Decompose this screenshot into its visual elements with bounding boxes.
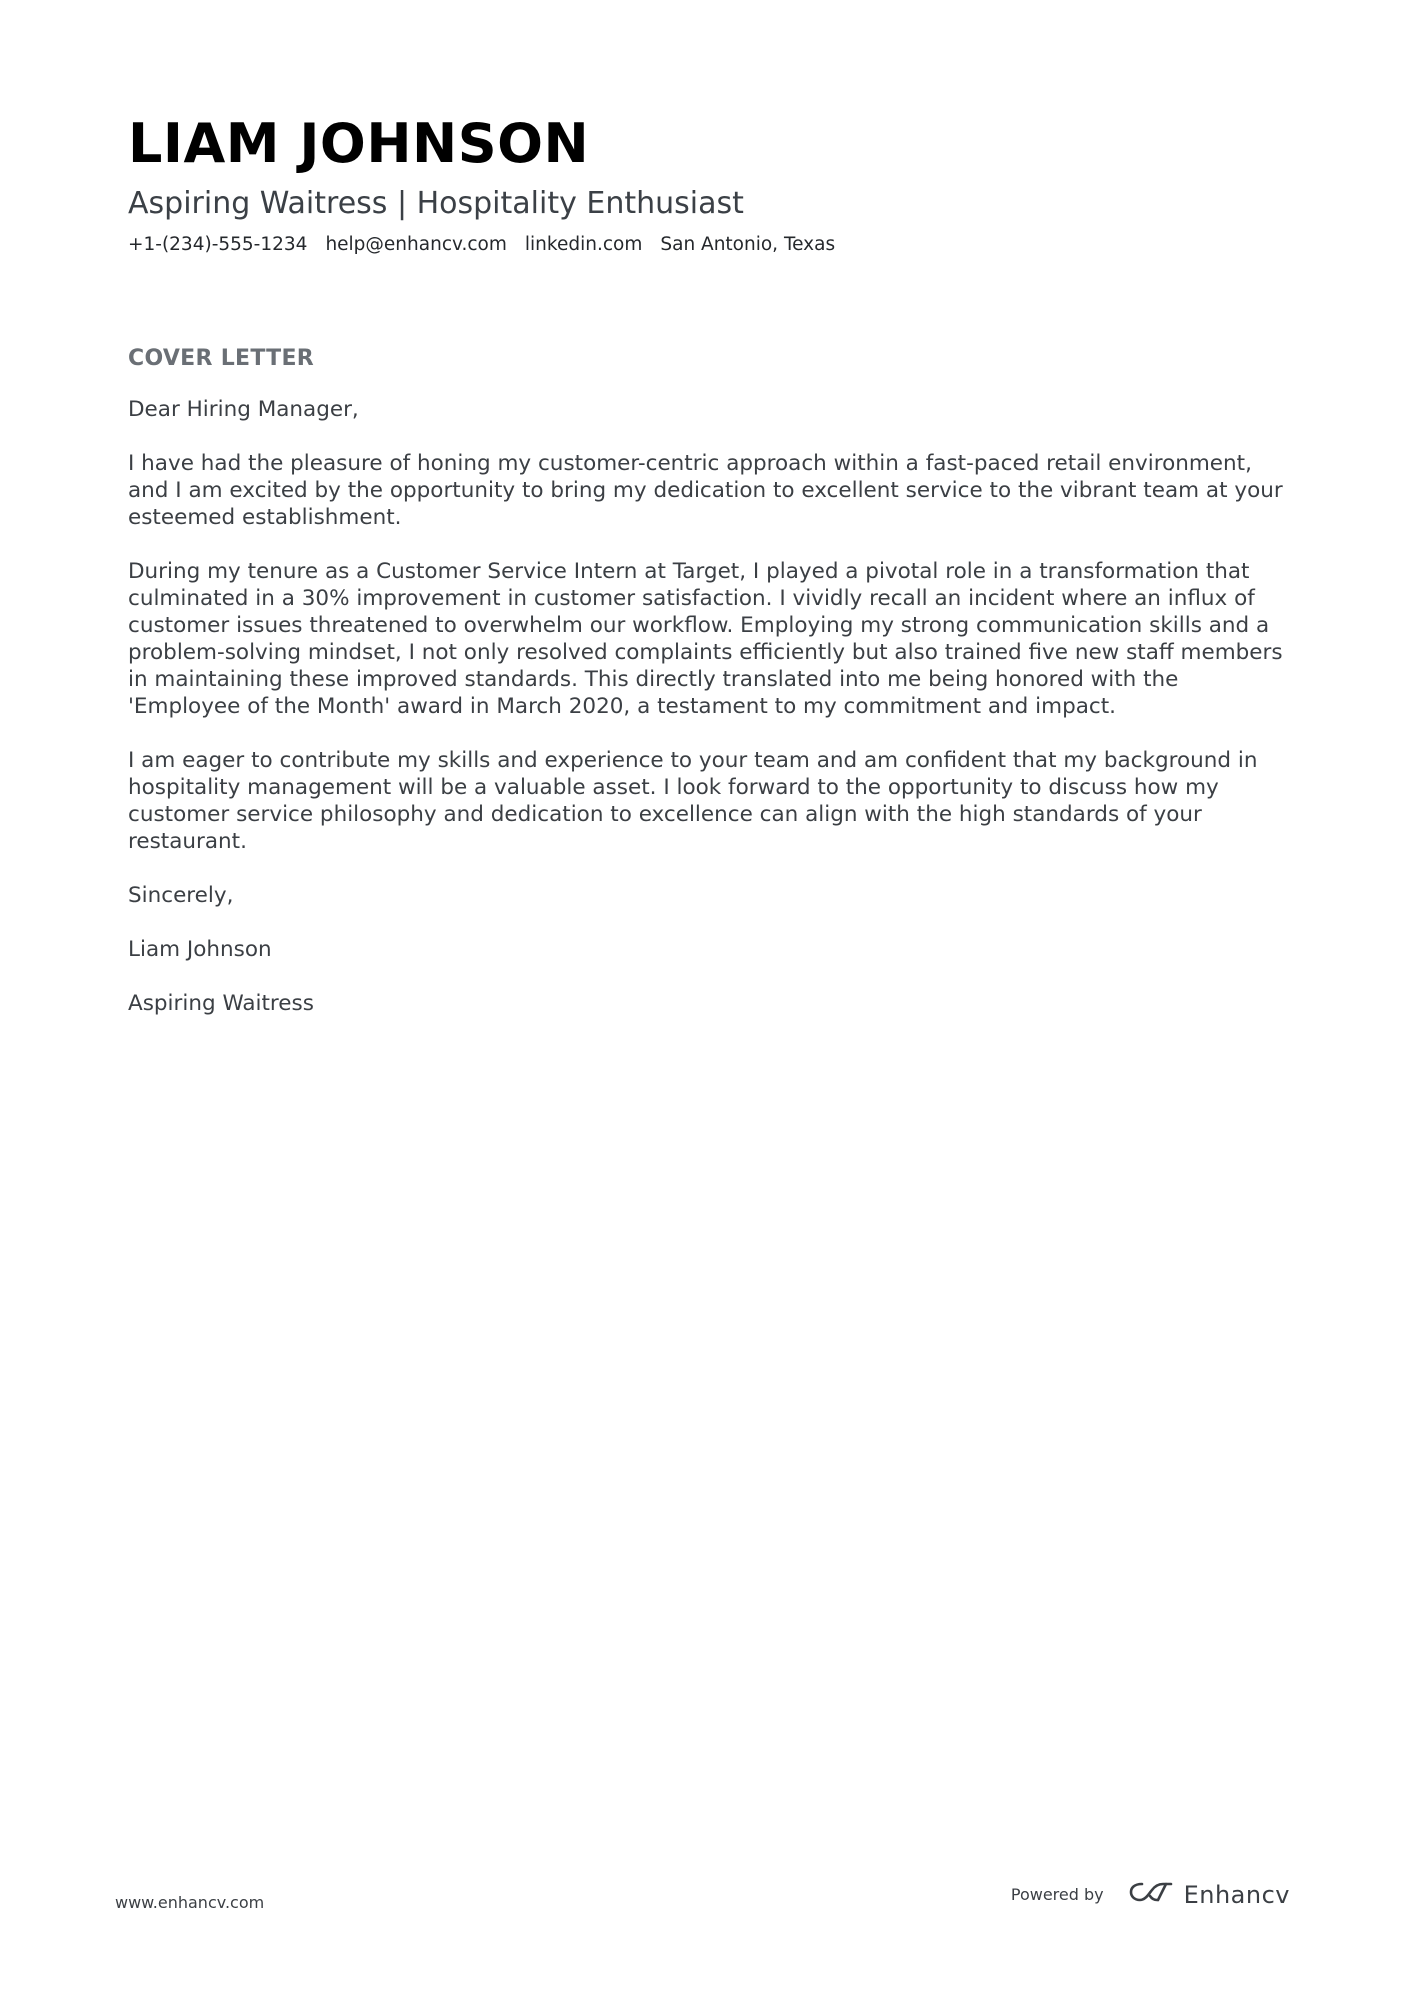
closing: Sincerely, (128, 883, 234, 908)
paragraph-2: During my tenure as a Customer Service Intern at Target, I played a pivotal role in a transformation that culminated in a 30% improvement in customer satisfaction. I vividly recall an incident where an influx of customer issues threatened to overwhelm our workflow. Employing my strong communication skills and a problem-solving mindset, I not only resolved complaints efficiently but also trained five new staff members in maintaining these improved standards. This directly translated into me being honored with the 'Employee of the Month' award in March 2020, a testament to my commitment and impact. (128, 559, 1283, 719)
brand-name: Enhancv (1183, 1880, 1290, 1909)
contact-location: San Antonio, Texas (660, 234, 836, 255)
paragraph-3: I am eager to contribute my skills and experience to your team and am confident that my background in hospitality management will be a valuable asset. I look forward to the opportunity to discuss how my customer service philosophy and dedication to excellence can align with the high standards of your restaurant. (128, 748, 1258, 854)
candidate-name: LIAM JOHNSON (128, 112, 590, 175)
contact-phone: +1-(234)-555-1234 (128, 234, 308, 255)
contact-info (128, 232, 1288, 258)
signature-name: Liam Johnson (128, 937, 272, 962)
contact-linkedin[interactable]: linkedin.com (524, 234, 643, 255)
candidate-subtitle: Aspiring Waitress | Hospitality Enthusiast (128, 186, 744, 221)
signature-title: Aspiring Waitress (128, 991, 314, 1016)
header (128, 108, 1288, 258)
enhancv-logo-icon (1128, 1880, 1174, 1909)
section-title: COVER LETTER (128, 346, 315, 371)
powered-by-label: Powered by (1010, 1885, 1104, 1904)
greeting: Dear Hiring Manager, (128, 397, 359, 422)
brand-link[interactable] (1128, 1880, 1290, 1909)
footer-branding (1011, 1880, 1290, 1909)
contact-email[interactable]: help@enhancv.com (325, 234, 507, 255)
footer-website[interactable]: www.enhancv.com (115, 1893, 265, 1912)
letter-body (128, 344, 1288, 1044)
paragraph-1: I have had the pleasure of honing my customer-centric approach within a fast-paced retail environment, and I am excited by the opportunity to bring my dedication to excellent service to the vibrant team at your esteemed establishment. (128, 451, 1283, 530)
